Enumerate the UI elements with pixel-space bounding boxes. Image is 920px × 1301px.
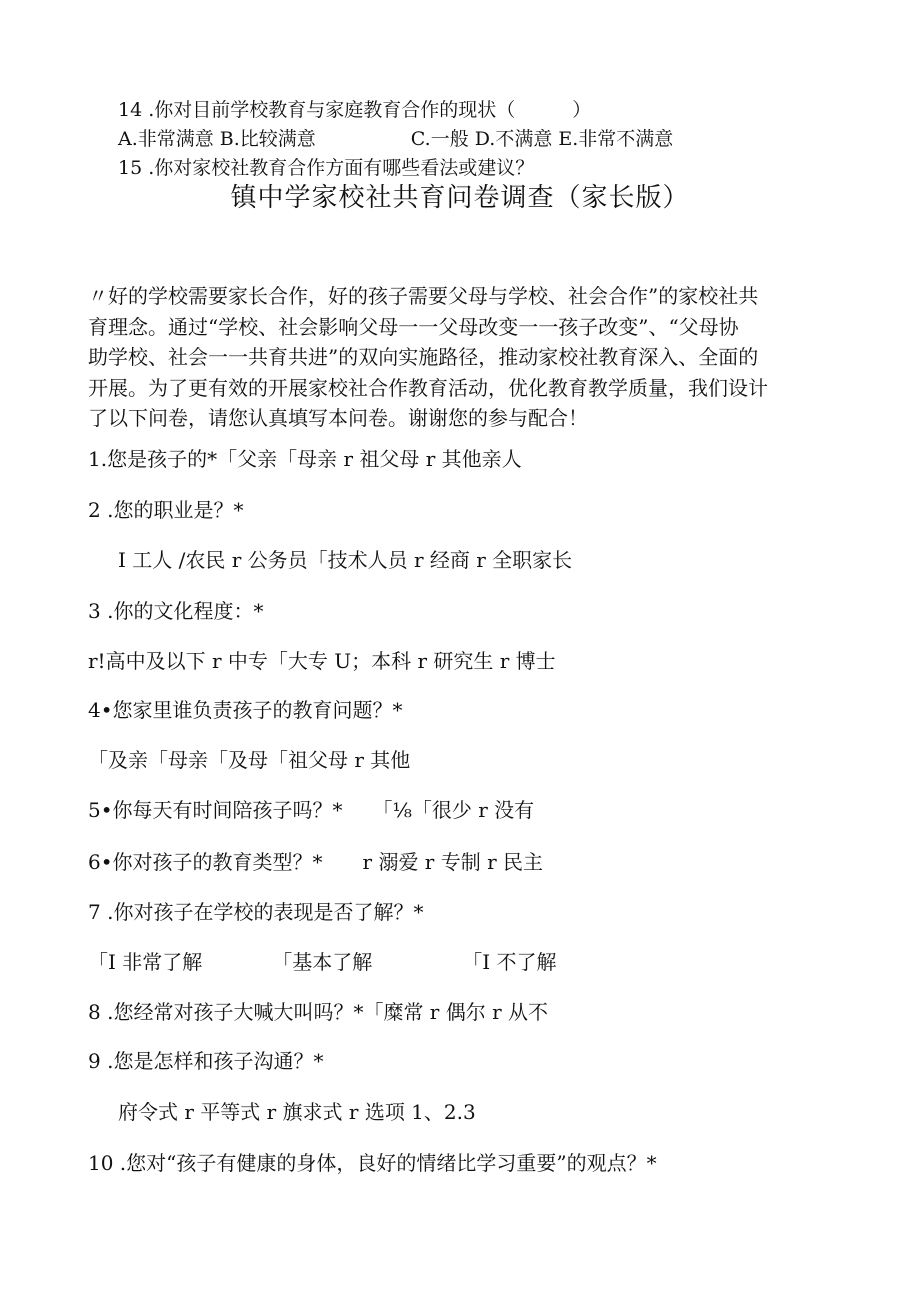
q9-options: 府令式 r 平等式 r 旗求式 r 选项 1、2.3 — [118, 1100, 476, 1124]
prev-q14: 14 .你对目前学校教育与家庭教育合作的现状（ ） — [118, 99, 592, 121]
q10-line: 10 .您对“孩子有健康的身体，良好的情绪比学习重要”的观点？* — [88, 1151, 657, 1175]
q6-line: 6•你对孩子的教育类型？* r 溺爱 r 专制 r 民主 — [88, 850, 543, 874]
intro-line: 〃好的学校需要家长合作，好的孩子需要父母与学校、社会合作”的家校社共 — [88, 284, 759, 308]
intro-line: 了以下问卷，请您认真填写本问卷。谢谢您的参与配合！ — [88, 406, 588, 430]
q9-line: 9 .您是怎样和孩子沟通？* — [88, 1049, 324, 1073]
intro-line: 育理念。通过“学校、社会影响父母一一父母改变一一孩子改变”、“父母协 — [88, 314, 739, 339]
q2-options: I 工人 /农民 r 公务员「技术人员 r 经商 r 全职家长 — [118, 548, 573, 572]
q3-line: 3 .你的文化程度：* — [88, 599, 264, 623]
q4-options: 「及亲「母亲「及母「祖父母 r 其他 — [88, 748, 411, 772]
q7-options: 「I 非常了解 「基本了解 「I 不了解 — [88, 950, 557, 974]
q4-line: 4•您家里谁负责孩子的教育问题？* — [88, 698, 403, 722]
page-title: 镇中学家校社共育问卷调查（家长版） — [230, 183, 690, 213]
q1-line: 1.您是孩子的*「父亲「母亲 r 祖父母 r 其他亲人 — [88, 447, 522, 471]
q3-options: r!高中及以下 r 中专「大专 U；本科 r 研究生 r 博士 — [88, 649, 556, 673]
intro-line: 开展。为了更有效的开展家校社合作教育活动，优化教育教学质量，我们设计 — [88, 375, 768, 400]
q5-line: 5•你每天有时间陪孩子吗？* 「⅛「很少 r 没有 — [88, 798, 535, 822]
q2-line: 2 .您的职业是？* — [88, 498, 244, 522]
intro-paragraph — [88, 281, 833, 434]
intro-line: 助学校、社会一一共育共进”的双向实施路径，推动家校社教育深入、全面的 — [88, 345, 759, 369]
prev-q14-options: A.非常满意 B.比较满意 C.一般 D.不满意 E.非常不满意 — [118, 128, 674, 150]
q7-line: 7 .你对孩子在学校的表现是否了解？* — [88, 900, 424, 924]
q8-line: 8 .您经常对孩子大喊大叫吗？*「糜常 r 偶尔 r 从不 — [88, 1000, 548, 1024]
prev-q15: 15 .你对家校社教育合作方面有哪些看法或建议？ — [118, 157, 535, 179]
